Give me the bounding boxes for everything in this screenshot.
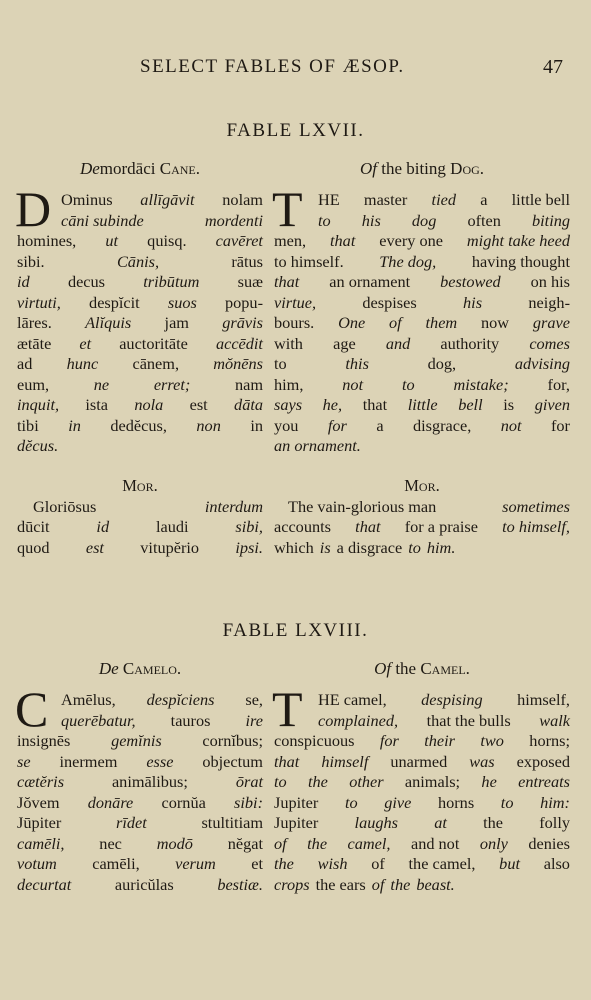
- word: popu-: [225, 292, 263, 312]
- word: ad: [17, 354, 33, 373]
- word: Gloriōsus: [33, 496, 97, 516]
- word: denies: [528, 833, 570, 853]
- word: et: [251, 854, 263, 873]
- word: animals;: [404, 772, 461, 791]
- text-line: [274, 354, 570, 375]
- word: eum,: [17, 374, 50, 394]
- word: despĭciens: [146, 690, 215, 709]
- word: comes: [529, 333, 570, 353]
- word: conspicuous: [274, 731, 355, 750]
- word: HE camel,: [318, 690, 387, 709]
- word: folly: [539, 813, 570, 832]
- text-line: [17, 875, 263, 896]
- text-line: [17, 211, 263, 232]
- word: walk: [539, 710, 570, 730]
- word: Ominus: [61, 190, 113, 209]
- word: cætĕris: [17, 772, 65, 791]
- word: often: [467, 210, 501, 230]
- text-line: [17, 793, 263, 814]
- word: an ornament: [329, 272, 411, 291]
- word: nolam: [222, 190, 263, 209]
- word: in: [250, 415, 263, 435]
- word: of: [389, 313, 402, 332]
- word: not: [342, 374, 364, 394]
- word: The dog,: [379, 251, 437, 271]
- word: quod: [17, 537, 50, 557]
- word: Jūpiter: [17, 813, 62, 832]
- text-line: [17, 293, 263, 314]
- title-sc: Camelo.: [122, 659, 182, 678]
- title-pre: Of: [359, 159, 377, 178]
- text-line: [17, 538, 263, 559]
- word: nam: [234, 374, 263, 394]
- word: but: [499, 854, 520, 873]
- word: ire: [245, 710, 263, 730]
- word: other: [349, 772, 384, 791]
- word: grāvis: [222, 313, 263, 332]
- word: dūcit: [17, 517, 50, 536]
- word: the: [307, 833, 328, 853]
- english-text: [272, 181, 570, 457]
- text-line: [17, 711, 263, 732]
- word: tauros: [170, 710, 211, 730]
- word: vitupĕrio: [140, 537, 200, 557]
- word: bestowed: [440, 272, 501, 291]
- word: to himself.: [274, 251, 344, 271]
- word: tribūtum: [143, 272, 200, 291]
- word: Cānis,: [116, 251, 160, 271]
- word: him:: [540, 792, 570, 812]
- running-head: [0, 56, 591, 82]
- title-pre: De: [79, 159, 100, 178]
- word: the: [274, 854, 294, 873]
- word: to: [318, 210, 331, 230]
- latin-text: [15, 681, 263, 895]
- word: cāni subinde: [61, 210, 144, 230]
- word: of: [371, 854, 385, 873]
- word: to: [401, 374, 415, 394]
- word: he,: [322, 395, 343, 414]
- word: bell: [458, 395, 483, 414]
- word: an ornament.: [274, 436, 361, 455]
- word: is: [503, 395, 515, 414]
- word: in: [68, 415, 81, 435]
- word: ōrat: [235, 772, 263, 791]
- word: ut: [105, 231, 119, 250]
- word: that: [330, 231, 356, 250]
- word: that: [274, 272, 300, 291]
- text-line: [17, 252, 263, 273]
- text-line: [274, 834, 570, 855]
- word: his: [361, 210, 381, 230]
- word: cornŭa: [161, 792, 206, 812]
- word: se,: [245, 690, 263, 709]
- word: stultitiam: [201, 813, 263, 832]
- word: wish: [317, 854, 348, 873]
- word: despising: [421, 690, 483, 709]
- english-text: [272, 681, 570, 895]
- word: sibi,: [235, 517, 263, 536]
- word: the: [390, 874, 411, 894]
- word: entreats: [518, 772, 570, 791]
- word: camēli,: [17, 833, 65, 853]
- word: sometimes: [502, 496, 570, 516]
- word: for: [550, 415, 570, 435]
- word: ne: [93, 374, 110, 394]
- word: dog: [411, 210, 437, 230]
- word: little bell: [511, 190, 570, 209]
- word: est: [189, 395, 208, 414]
- word: Jŏvem: [17, 792, 60, 812]
- text-line: [17, 436, 263, 457]
- word: Jupiter: [274, 813, 319, 832]
- word: advising: [514, 354, 570, 373]
- word: that the bulls: [426, 710, 511, 730]
- text-line: [17, 313, 263, 334]
- text-line: [274, 690, 570, 711]
- word: a: [480, 190, 488, 209]
- word: which: [274, 537, 314, 557]
- word: quisq.: [147, 231, 187, 250]
- text-line: [17, 231, 263, 252]
- word: rātus: [231, 251, 263, 271]
- word: a: [376, 415, 384, 435]
- word: and: [385, 333, 411, 353]
- text-line: [274, 416, 570, 437]
- word: non: [196, 415, 221, 435]
- text-line: [17, 854, 263, 875]
- word: auricŭlas: [114, 874, 174, 894]
- text-line: [17, 395, 263, 416]
- word: auctoritāte: [119, 333, 188, 353]
- fable-heading: FABLE LXVII.: [226, 120, 365, 141]
- word: est: [85, 537, 104, 557]
- title-pre: De: [98, 659, 119, 678]
- text-line: [17, 190, 263, 211]
- text-line: [17, 517, 263, 538]
- title-main: the: [391, 659, 421, 678]
- word: nola: [134, 395, 164, 414]
- word: interdum: [204, 496, 263, 516]
- word: bours.: [274, 313, 315, 332]
- drop-cap: C: [15, 681, 49, 737]
- word: allīgāvit: [140, 190, 195, 209]
- text-line: [274, 517, 570, 538]
- word: of: [371, 874, 385, 894]
- word: virtue,: [274, 292, 317, 312]
- word: et: [79, 333, 92, 353]
- word: mistake;: [453, 374, 509, 394]
- title-sc: Dog.: [450, 159, 485, 178]
- word: the: [308, 772, 328, 791]
- english-title: [274, 158, 570, 180]
- word: them: [425, 313, 458, 332]
- word: beast.: [416, 874, 455, 894]
- text-line: [274, 272, 570, 293]
- word: ipsi.: [235, 537, 263, 557]
- word: cavēret: [215, 231, 263, 250]
- word: their: [424, 731, 456, 750]
- word: cornĭbus;: [202, 731, 263, 750]
- word: give: [384, 792, 412, 812]
- word: himself,: [517, 690, 570, 709]
- word: tibi: [17, 415, 39, 435]
- word: id: [17, 272, 30, 291]
- word: given: [534, 395, 570, 414]
- title-main: mordāci: [99, 159, 160, 178]
- text-line: [274, 731, 570, 752]
- text-line: [274, 436, 570, 457]
- text-line: [17, 752, 263, 773]
- word: he: [481, 772, 497, 791]
- word: cānem,: [132, 354, 180, 373]
- text-line: [17, 416, 263, 437]
- word: age: [333, 333, 356, 353]
- word: this: [345, 354, 369, 373]
- word: dog,: [427, 354, 457, 373]
- word: might take heed: [466, 231, 570, 250]
- word: and not: [410, 833, 460, 853]
- word: suos: [167, 292, 197, 312]
- word: laughs: [354, 813, 398, 832]
- word: him,: [274, 374, 304, 394]
- word: to: [274, 354, 287, 373]
- word: The vain-glorious man: [288, 496, 437, 516]
- word: for a praise: [404, 517, 478, 536]
- word: complained,: [318, 710, 399, 730]
- word: men,: [274, 231, 307, 250]
- word: dāta: [234, 395, 263, 414]
- word: se: [17, 751, 31, 771]
- text-line: [17, 772, 263, 793]
- word: with: [274, 333, 303, 353]
- word: the: [483, 813, 504, 832]
- word: Jupiter: [274, 792, 319, 812]
- word: One: [338, 313, 366, 332]
- word: for,: [547, 374, 570, 394]
- word: gemĭnis: [111, 731, 162, 750]
- word: on his: [530, 272, 570, 291]
- title-pre: Of: [374, 659, 392, 678]
- word: donāre: [87, 792, 134, 812]
- word: his: [463, 292, 483, 312]
- title-main: the biting: [376, 159, 451, 178]
- text-line: [17, 354, 263, 375]
- text-line: [274, 293, 570, 314]
- word: ætāte: [17, 333, 52, 353]
- word: bestiæ.: [217, 874, 263, 894]
- text-line: [17, 272, 263, 293]
- text-line: [274, 793, 570, 814]
- text-line: [17, 690, 263, 711]
- word: objectum: [202, 751, 263, 771]
- word: dedĕcus,: [110, 415, 167, 435]
- word: only: [479, 833, 508, 853]
- word: two: [480, 731, 504, 750]
- word: ista: [85, 395, 109, 414]
- drop-cap: T: [272, 681, 303, 737]
- word: to: [274, 772, 287, 791]
- word: votum: [17, 854, 57, 873]
- word: biting: [532, 210, 570, 230]
- text-line: [274, 711, 570, 732]
- word: every one: [379, 231, 443, 250]
- text-line: [274, 211, 570, 232]
- word: authority: [440, 333, 500, 353]
- word: Alĭquis: [85, 313, 132, 332]
- word: himself: [321, 751, 369, 771]
- word: disgrace,: [412, 415, 472, 435]
- latin-column: [17, 158, 263, 558]
- word: inermem: [59, 751, 118, 771]
- word: says: [274, 395, 303, 414]
- word: for: [327, 415, 347, 435]
- word: rīdet: [116, 813, 147, 832]
- word: sibi.: [17, 251, 45, 271]
- word: nĕgat: [227, 833, 263, 853]
- text-line: [17, 834, 263, 855]
- word: nec: [99, 833, 122, 853]
- word: grave: [532, 313, 570, 332]
- word: verum: [175, 854, 216, 873]
- text-line: [17, 813, 263, 834]
- page-number: 47: [543, 56, 563, 78]
- word: accēdit: [215, 333, 263, 353]
- moral-text: [17, 497, 263, 559]
- word: decus: [67, 272, 106, 291]
- word: a disgrace: [336, 537, 403, 557]
- word: sibi:: [234, 792, 263, 812]
- word: horns: [437, 792, 475, 812]
- word: unarmed: [390, 751, 448, 771]
- word: at: [434, 813, 447, 832]
- word: despĭcit: [89, 292, 140, 312]
- title-sc: Cane.: [159, 159, 201, 178]
- text-line: [274, 252, 570, 273]
- text-line: [274, 334, 570, 355]
- word: accounts: [274, 517, 331, 536]
- word: little: [407, 395, 438, 414]
- word: suæ: [237, 272, 263, 291]
- word: id: [96, 517, 110, 536]
- text-line: [274, 313, 570, 334]
- word: exposed: [516, 751, 570, 771]
- text-line: [17, 334, 263, 355]
- word: Amēlus,: [61, 690, 116, 709]
- word: to: [344, 792, 358, 812]
- text-line: [274, 375, 570, 396]
- running-title: SELECT FABLES OF ÆSOP.: [140, 56, 405, 77]
- word: crops: [274, 874, 310, 894]
- word: that: [355, 517, 381, 536]
- word: mŏnēns: [213, 354, 263, 373]
- word: of: [274, 833, 287, 853]
- word: having thought: [471, 251, 570, 271]
- word: laudi: [155, 517, 189, 536]
- text-line: [17, 731, 263, 752]
- moral-text: [274, 497, 570, 559]
- english-column: [274, 658, 570, 895]
- text-line: [274, 772, 570, 793]
- word: was: [469, 751, 495, 771]
- drop-cap: T: [272, 181, 303, 237]
- word: to himself,: [502, 517, 570, 536]
- word: lāres.: [17, 313, 52, 332]
- word: for: [379, 731, 399, 750]
- text-line: [274, 395, 570, 416]
- english-column: [274, 158, 570, 558]
- word: horns;: [529, 731, 570, 750]
- drop-cap: D: [15, 181, 52, 237]
- word: esse: [146, 751, 174, 771]
- word: inquit,: [17, 395, 60, 414]
- word: to: [408, 537, 421, 557]
- word: despises: [362, 292, 417, 312]
- word: mordenti: [204, 210, 263, 230]
- word: master: [363, 190, 408, 209]
- word: the ears: [315, 874, 366, 894]
- word: insignēs: [17, 731, 71, 750]
- text-line: [274, 190, 570, 211]
- word: erret;: [153, 374, 191, 394]
- word: tied: [431, 190, 456, 209]
- word: jam: [164, 313, 189, 332]
- text-line: [274, 813, 570, 834]
- moral-heading: Mor.: [122, 475, 158, 495]
- latin-column: [17, 658, 263, 895]
- text-line: [274, 875, 570, 896]
- word: modō: [156, 833, 193, 853]
- word: also: [543, 854, 570, 873]
- fable-heading: FABLE LXVIII.: [222, 620, 369, 641]
- word: dĕcus.: [17, 436, 59, 455]
- moral-heading: Mor.: [404, 475, 440, 495]
- word: homines,: [17, 231, 77, 250]
- word: neigh-: [528, 292, 570, 312]
- word: camel,: [347, 833, 391, 853]
- latin-text: [15, 181, 263, 457]
- text-line: [17, 375, 263, 396]
- word: not: [500, 415, 522, 435]
- word: decurtat: [17, 874, 72, 894]
- word: that: [274, 751, 300, 771]
- word: querēbatur,: [61, 710, 136, 730]
- word: camēli,: [92, 854, 140, 873]
- english-title: [274, 658, 570, 680]
- word: hunc: [66, 354, 99, 373]
- word: you: [274, 415, 299, 435]
- word: HE: [318, 190, 340, 209]
- text-line: [274, 231, 570, 252]
- latin-title: [17, 658, 263, 680]
- word: that: [362, 395, 388, 414]
- word: now: [481, 313, 510, 332]
- word: to: [500, 792, 514, 812]
- word: animālibus;: [111, 772, 188, 791]
- word: the camel,: [408, 854, 476, 873]
- word: is: [319, 537, 331, 557]
- text-line: [274, 854, 570, 875]
- latin-title: [17, 158, 263, 180]
- word: him.: [426, 537, 456, 557]
- text-line: [17, 497, 263, 518]
- text-line: [274, 538, 570, 559]
- title-sc: Camel.: [420, 659, 470, 678]
- text-line: [274, 752, 570, 773]
- text-line: [274, 497, 570, 518]
- word: virtuti,: [17, 292, 61, 312]
